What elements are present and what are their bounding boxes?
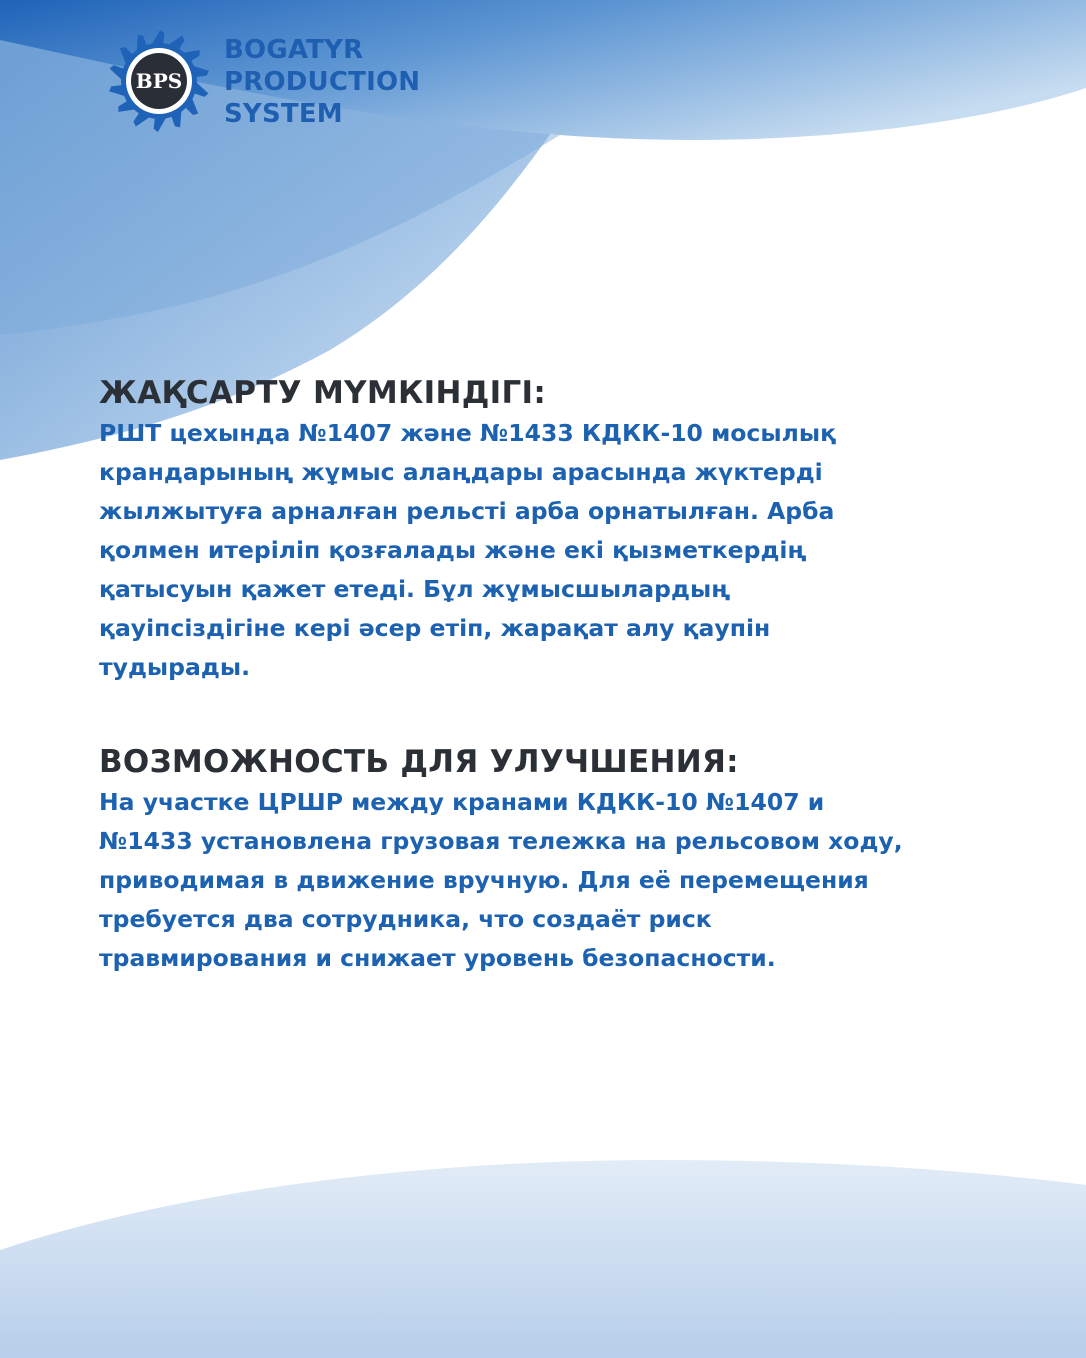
bps-gear-icon <box>104 26 214 136</box>
paragraph-line: травмирования и снижает уровень безопасности. <box>99 944 776 972</box>
paragraph-line: қатысуын қажет етеді. Бұл жұмысшылардың <box>99 575 731 603</box>
brand-name <box>224 34 420 130</box>
brand-name-line-1: BOGATYR <box>224 35 364 65</box>
section-russian <box>99 741 999 978</box>
paragraph-kazakh <box>99 414 999 687</box>
paragraph-line: приводимая в движение вручную. Для её перемещения <box>99 866 869 894</box>
paragraph-line: крандарының жұмыс алаңдары арасында жүктерді <box>99 458 823 486</box>
brand-name-line-2: PRODUCTION <box>224 67 421 97</box>
paragraph-line: жылжытуға арналған рельсті арба орнатылған. Арба <box>99 497 835 525</box>
paragraph-line: требуется два сотрудника, что создаёт риск <box>99 905 712 933</box>
brand-logo <box>104 26 420 136</box>
brand-name-line-3: SYSTEM <box>224 99 343 129</box>
paragraph-line: қолмен итеріліп қозғалады және екі қызметкердің <box>99 536 807 564</box>
paragraph-line: На участке ЦРШР между кранами КДКК-10 №1407 и <box>99 788 825 816</box>
paragraph-line: №1433 установлена грузовая тележка на рельсовом ходу, <box>99 827 903 855</box>
logo-badge-text: BPS <box>135 69 183 93</box>
paragraph-line: қауіпсіздігіне кері әсер етіп, жарақат алу қаупін <box>99 614 771 642</box>
heading-russian: ВОЗМОЖНОСТЬ ДЛЯ УЛУЧШЕНИЯ: <box>99 744 739 780</box>
paragraph-russian <box>99 783 999 978</box>
main-content <box>99 372 999 978</box>
section-kazakh <box>99 372 999 687</box>
heading-kazakh: ЖАҚСАРТУ МҮМКІНДІГІ: <box>99 375 547 411</box>
paragraph-line: РШТ цехында №1407 және №1433 КДКК-10 мосылық <box>99 419 837 447</box>
paragraph-line: тудырады. <box>99 653 251 681</box>
